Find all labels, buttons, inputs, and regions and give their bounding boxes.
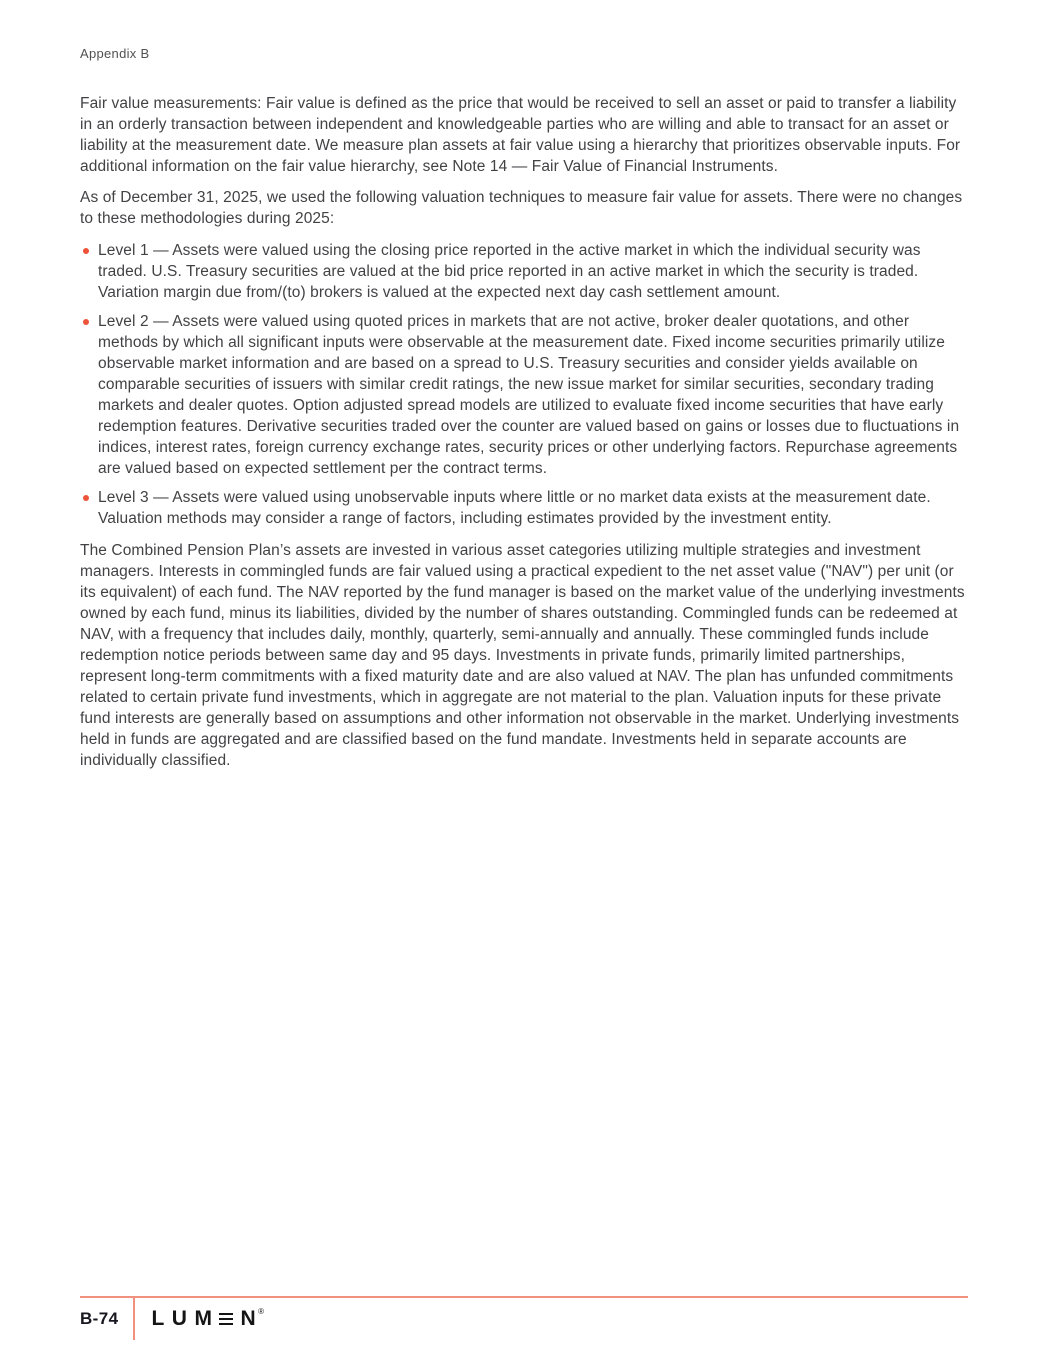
list-item-level-3: [80, 487, 968, 529]
appendix-label: Appendix B: [80, 46, 150, 61]
page-footer: [80, 1296, 968, 1340]
lumen-logo: [151, 1307, 264, 1331]
paragraph-fair-value-measurements: Fair value measurements: Fair value is defined as the price that would be received to sell an asset or paid to transfer a liability in an orderly transaction between independent and knowledgeable parties who are willing and able to transact for an asset or liability at the measurement date. We measure plan assets at fair value using a hierarchy that prioritizes observable inputs. For additional information on the fair value hierarchy, see Note 14 — Fair Value of Financial Instruments.: [80, 95, 961, 175]
page-number: B-74: [80, 1309, 119, 1328]
bullet-dot-icon: [83, 495, 89, 501]
lumen-logo-letters: [151, 1307, 256, 1331]
logo-letter-e: [219, 1312, 233, 1327]
list-item-level-1: [80, 240, 968, 303]
paragraph-valuation-techniques-intro: As of December 31, 2025, we used the following valuation techniques to measure fair value for assets. There were no changes to these methodologies during 2025:: [80, 189, 963, 227]
bullet-dot-icon: [83, 319, 89, 325]
registered-trademark-icon: ®: [258, 1307, 265, 1316]
valuation-levels-list: [80, 240, 968, 529]
logo-letter: L: [151, 1307, 165, 1330]
logo-letter: M: [194, 1307, 213, 1330]
list-item-text: Level 3 — Assets were valued using unobservable inputs where little or no market data exists at the measurement date. Valuation methods may consider a range of factors, including estimates provided by the investment entity.: [98, 489, 931, 527]
logo-letter: U: [171, 1307, 188, 1330]
page-content: [80, 93, 968, 771]
list-item-text: Level 1 — Assets were valued using the closing price reported in the active market in which the individual security was traded. U.S. Treasury securities are valued at the bid price reported in an active market in which the security is traded. Variation margin due from/(to) brokers is valued at the expected next day cash settlement amount.: [98, 242, 921, 301]
bullet-dot-icon: [83, 248, 89, 254]
list-item-text: Level 2 — Assets were valued using quoted prices in markets that are not active, broker dealer quotations, and other methods by which all significant inputs were observable at the measurement date. Fixed income securities primarily utilize observable market information and are based on a spread to U.S. Treasury securities and consider yields available on comparable securities of issuers with similar credit ratings, the new issue market for similar securities, secondary trading markets and dealer quotes. Option adjusted spread models are utilized to evaluate fixed income securities that have early redemption features. Derivative securities traded over the counter are valued based on gains or losses due to fluctuations in indices, interest rates, foreign currency exchange rates, security prices or other underlying factors. Repurchase agreements are valued based on expected settlement per the contract terms.: [98, 313, 960, 477]
list-item-level-2: [80, 311, 968, 479]
logo-letter: N: [240, 1307, 257, 1330]
paragraph-combined-pension-plan: The Combined Pension Plan’s assets are invested in various asset categories utilizing multiple strategies and investment managers. Interests in commingled funds are fair valued using a practical expedient to the net asset value ("NAV") per unit (or its equivalent) of each fund. The NAV reported by the fund manager is based on the market value of the underlying investments owned by each fund, minus its liabilities, divided by the number of shares outstanding. Commingled funds can be redeemed at NAV, with a frequency that includes daily, monthly, quarterly, semi-annually and annually. These commingled funds include redemption notice periods between same day and 95 days. Investments in private funds, primarily limited partnerships, represent long-term commitments with a fixed maturity date and are also valued at NAV. The plan has unfunded commitments related to certain private fund investments, which in aggregate are not material to the plan. Valuation inputs for these private fund interests are generally based on assumptions and other information not observable in the market. Underlying investments held in funds are aggregated and are classified based on the fund mandate. Investments held in separate accounts are individually classified.: [80, 542, 965, 769]
footer-row: [80, 1298, 968, 1340]
footer-divider: [133, 1298, 135, 1340]
